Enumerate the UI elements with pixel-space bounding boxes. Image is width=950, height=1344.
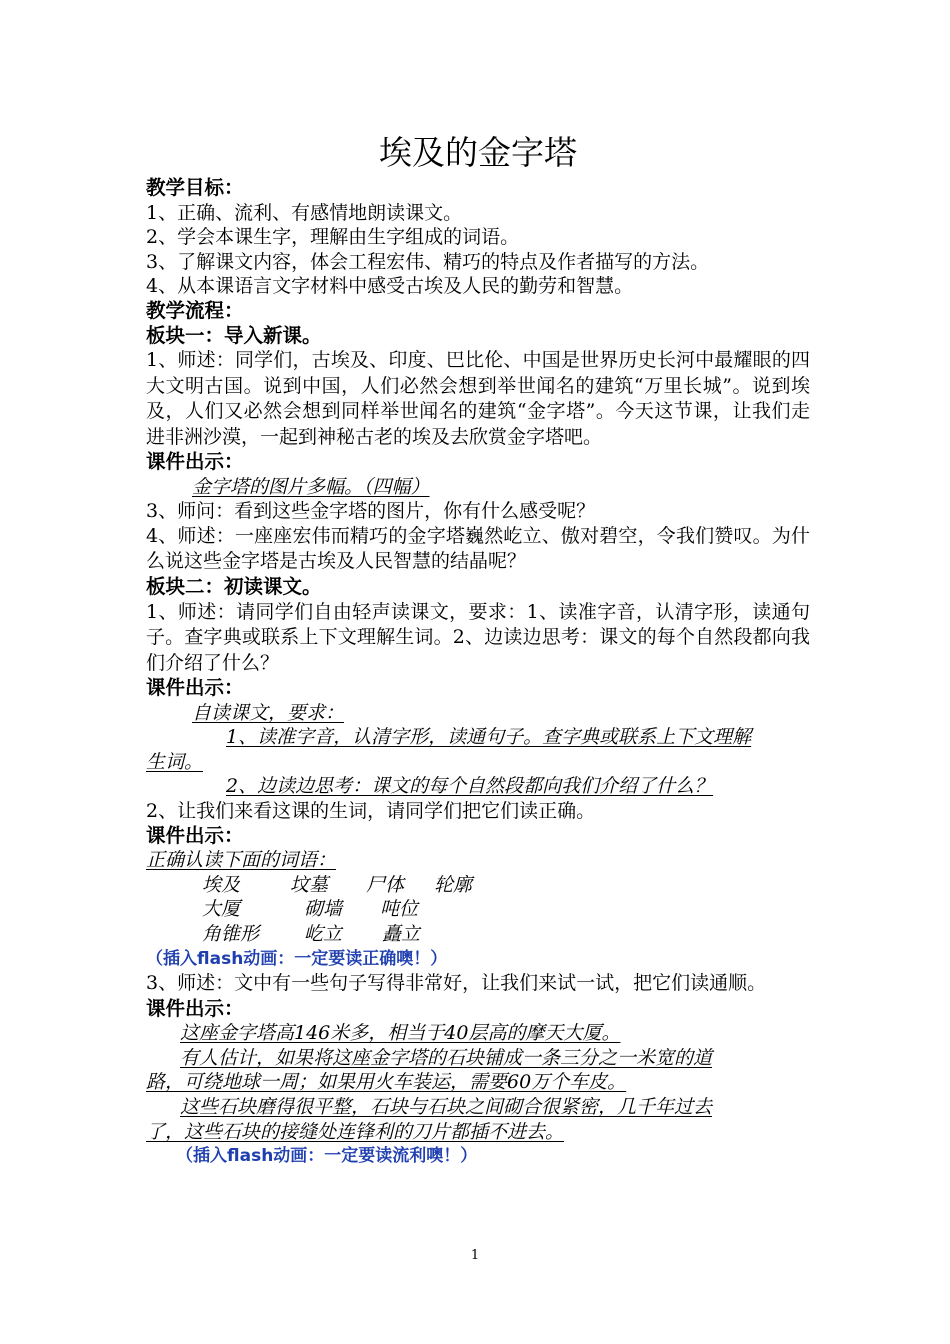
word: 轮廓 <box>434 873 473 896</box>
courseware-pictures: 金字塔的图片多幅。（四幅） <box>192 475 430 498</box>
word-row-2 <box>146 897 810 922</box>
block1-paragraph-1: 1、师述：同学们，古埃及、印度、巴比伦、中国是世界历史长河中最耀眼的四大文明古国。说到中国，人们必然会想到举世闻名的建筑“万里长城”。说到埃及，人们又必然会想到同样举世闻名的建筑“金字塔”。今天这节课，让我们走进非洲沙漠，一起到神秘古老的埃及去欣赏金字塔吧。 <box>146 349 810 448</box>
block2-heading: 板块二：初读课文。 <box>146 574 322 598</box>
courseware-heading: 课件出示： <box>146 676 244 700</box>
courseware-text <box>146 475 810 500</box>
block1-paragraph-3: 3、师问：看到这些金字塔的图片，你有什么感受呢？ <box>146 500 596 523</box>
requirement-title: 自读课文，要求： <box>192 701 345 724</box>
page-number: 1 <box>470 1248 480 1263</box>
goal-item: 1、正确、流利、有感情地朗读课文。 <box>146 201 463 224</box>
goal-item: 4、从本课语言文字材料中感受古埃及人民的勤劳和智慧。 <box>146 275 634 298</box>
document-content <box>146 132 810 1169</box>
flash-note-2: （插入flash动画：一定要读流利噢！） <box>176 1146 478 1167</box>
courseware-heading: 课件出示： <box>146 996 244 1020</box>
requirement-1: 1、读准字音，认清字形，读通句子。查字典或联系上下文理解 <box>226 726 752 749</box>
word-row-3 <box>146 922 810 947</box>
requirement-2: 2、边读边思考：课文的每个自然段都向我们介绍了什么？ <box>226 775 714 798</box>
requirement-1-continued: 生词。 <box>146 750 204 773</box>
goal-item: 3、了解课文内容，体会工程宏伟、精巧的特点及作者描写的方法。 <box>146 250 710 273</box>
word: 屹立 <box>304 922 343 945</box>
word: 坟墓 <box>290 873 329 896</box>
goals-heading: 教学目标： <box>146 176 244 199</box>
sentence-3: 这些石块磨得很平整，石块与石块之间砌合很紧密，几千年过去 <box>180 1096 713 1119</box>
block2-paragraph-3: 3、师述：文中有一些句子写得非常好，让我们来试一试，把它们读通顺。 <box>146 972 767 995</box>
word-row-1 <box>146 873 810 898</box>
courseware-heading: 课件出示： <box>146 823 244 847</box>
sentence-2-continued: 路，可绕地球一周；如果用火车装运，需要60万个车皮。 <box>146 1071 627 1094</box>
courseware-heading: 课件出示： <box>146 450 244 474</box>
word: 角锥形 <box>202 922 260 945</box>
block1-heading: 板块一：导入新课。 <box>146 323 322 347</box>
word: 大厦 <box>202 898 241 921</box>
word: 埃及 <box>202 873 241 896</box>
flash-note-1: （插入flash动画：一定要读正确噢！） <box>146 948 448 969</box>
word: 尸体 <box>366 873 405 896</box>
flow-heading: 教学流程： <box>146 298 244 322</box>
words-title: 正确认读下面的词语： <box>146 849 337 872</box>
sentence-2: 有人估计，如果将这座金字塔的石块铺成一条三分之一米宽的道 <box>180 1046 713 1069</box>
word: 矗立 <box>382 922 421 945</box>
sentence-3-continued: 了，这些石块的接缝处连锋利的刀片都插不进去。 <box>146 1120 565 1143</box>
block1-paragraph-4: 4、师述：一座座宏伟而精巧的金字塔巍然屹立、傲对碧空，令我们赞叹。为什么说这些金字塔是古埃及人民智慧的结晶呢？ <box>146 524 810 573</box>
goal-item: 2、学会本课生字，理解由生字组成的词语。 <box>146 226 520 249</box>
word: 砌墙 <box>304 898 343 921</box>
block2-paragraph-1: 1、师述：请同学们自由轻声读课文，要求：1、读准字音，认清字形，读通句子。查字典或联系上下文理解生词。2、边读边思考：课文的每个自然段都向我们介绍了什么？ <box>146 600 810 674</box>
block2-paragraph-2: 2、让我们来看这课的生词，请同学们把它们读正确。 <box>146 800 596 822</box>
word: 吨位 <box>380 898 419 921</box>
page-title: 埃及的金字塔 <box>379 133 577 172</box>
sentence-1: 这座金字塔高146米多，相当于40层高的摩天大厦。 <box>180 1022 621 1045</box>
